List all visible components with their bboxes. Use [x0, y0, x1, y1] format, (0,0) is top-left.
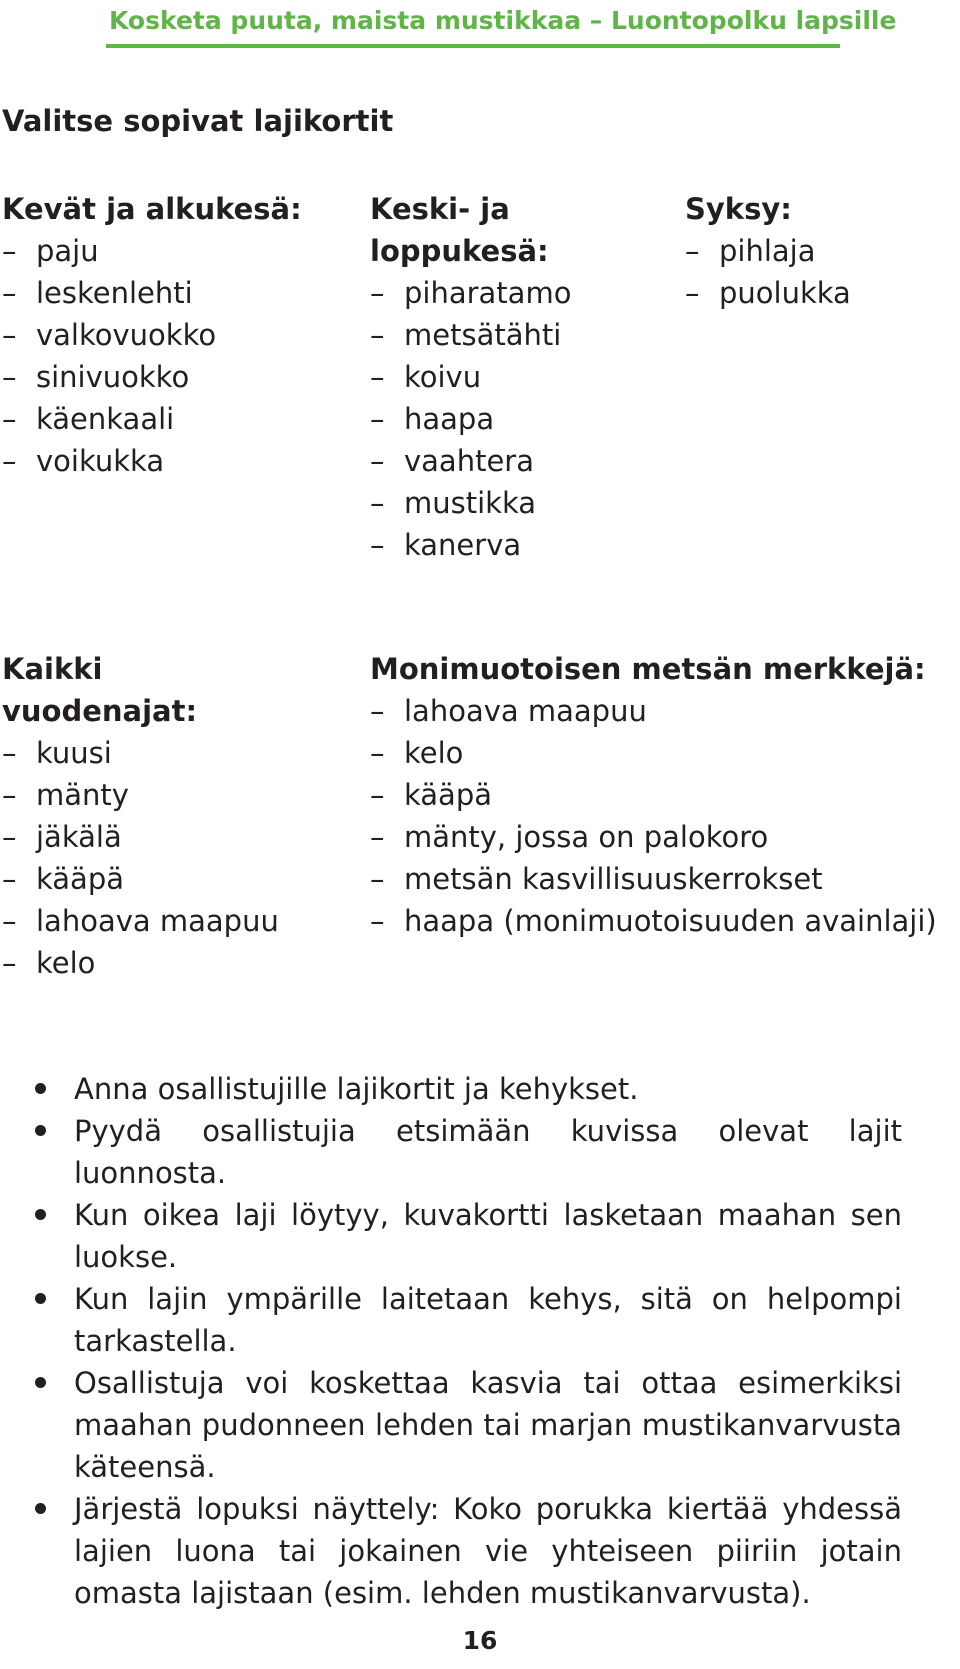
dash-marker: – — [2, 862, 17, 896]
species-item — [2, 230, 342, 272]
dash-marker: – — [2, 234, 17, 268]
species-item — [370, 774, 958, 816]
species-item — [370, 272, 670, 314]
instruction-item — [30, 1194, 902, 1278]
species-item — [2, 900, 342, 942]
column-title: vuodenajat: — [2, 694, 198, 728]
species-item — [2, 816, 342, 858]
species-label: haapa — [404, 402, 495, 436]
species-item — [2, 440, 342, 482]
species-item — [2, 858, 342, 900]
dash-marker: – — [2, 444, 17, 478]
instruction-text: Kun oikea laji löytyy, kuvakortti lasketaan maahan sen luokse. — [74, 1198, 902, 1274]
column-title: Monimuotoisen metsän merkkejä: — [370, 652, 926, 686]
species-label: kelo — [36, 946, 96, 980]
dash-marker: – — [2, 778, 17, 812]
instruction-item — [30, 1110, 902, 1194]
dash-marker: – — [370, 862, 385, 896]
dash-marker: – — [370, 694, 385, 728]
column-autumn — [685, 188, 945, 314]
species-label: kanerva — [404, 528, 522, 562]
header-divider — [106, 44, 840, 48]
column-title: Keski- ja — [370, 192, 510, 226]
column-spring — [2, 188, 342, 482]
dash-marker: – — [370, 444, 385, 478]
bullet-icon — [35, 1083, 46, 1094]
species-item — [370, 440, 670, 482]
species-item — [2, 774, 342, 816]
species-label: kuusi — [36, 736, 112, 770]
bullet-icon — [35, 1377, 46, 1388]
dash-marker: – — [2, 360, 17, 394]
species-item — [2, 398, 342, 440]
dash-marker: – — [2, 736, 17, 770]
bullet-icon — [35, 1209, 46, 1220]
species-label: käenkaali — [36, 402, 175, 436]
species-item — [370, 314, 670, 356]
dash-marker: – — [370, 360, 385, 394]
species-label: mustikka — [404, 486, 537, 520]
species-label: voikukka — [36, 444, 165, 478]
dash-marker: – — [370, 736, 385, 770]
species-label: koivu — [404, 360, 482, 394]
dash-marker: – — [2, 318, 17, 352]
instruction-text: Kun lajin ympärille laitetaan kehys, sitä on helpompi tarkastella. — [74, 1282, 902, 1358]
species-item — [370, 900, 958, 942]
species-label: puolukka — [719, 276, 851, 310]
dash-marker: – — [370, 528, 385, 562]
instruction-text: Anna osallistujille lajikortit ja kehykset. — [74, 1072, 639, 1106]
species-label: kääpä — [36, 862, 125, 896]
species-list — [2, 732, 342, 984]
dash-marker: – — [370, 820, 385, 854]
dash-marker: – — [370, 402, 385, 436]
dash-marker: – — [2, 946, 17, 980]
species-item — [2, 356, 342, 398]
species-label: lahoava maapuu — [404, 694, 647, 728]
species-item — [370, 398, 670, 440]
dash-marker: – — [2, 276, 17, 310]
instruction-item — [30, 1278, 902, 1362]
page-number: 16 — [462, 1626, 498, 1655]
species-list — [370, 272, 670, 566]
species-item — [2, 272, 342, 314]
species-label: sinivuokko — [36, 360, 190, 394]
column-title: Kevät ja alkukesä: — [2, 192, 302, 226]
species-label: kelo — [404, 736, 464, 770]
dash-marker: – — [370, 904, 385, 938]
species-label: pihlaja — [719, 234, 816, 268]
dash-marker: – — [2, 820, 17, 854]
instruction-item — [30, 1362, 902, 1488]
species-item — [370, 690, 958, 732]
dash-marker: – — [370, 486, 385, 520]
species-item — [370, 816, 958, 858]
species-label: kääpä — [404, 778, 493, 812]
instruction-text: Osallistuja voi koskettaa kasvia tai ottaa esimerkiksi maahan pudonneen lehden tai marjan mustikanvarvusta käteensä. — [74, 1366, 902, 1484]
section-heading: Valitse sopivat lajikortit — [2, 104, 394, 138]
species-item — [2, 942, 342, 984]
species-label: lahoava maapuu — [36, 904, 279, 938]
species-item — [370, 356, 670, 398]
bullet-icon — [35, 1125, 46, 1136]
instruction-item — [30, 1488, 902, 1614]
species-item — [370, 858, 958, 900]
dash-marker: – — [370, 778, 385, 812]
species-item — [685, 230, 945, 272]
dash-marker: – — [2, 402, 17, 436]
bullet-icon — [35, 1503, 46, 1514]
species-label: valkovuokko — [36, 318, 217, 352]
instruction-text: Järjestä lopuksi näyttely: Koko porukka kiertää yhdessä lajien luona tai jokainen vie yhteiseen piiriin jotain omasta lajistaan (esim. lehden mustikanvarvusta). — [74, 1492, 902, 1610]
species-label: leskenlehti — [36, 276, 193, 310]
column-all-seasons — [2, 648, 342, 984]
species-label: metsän kasvillisuuskerrokset — [404, 862, 823, 896]
species-list — [685, 230, 945, 314]
column-summer — [370, 188, 670, 566]
species-label: paju — [36, 234, 99, 268]
running-header-title: Kosketa puuta, maista mustikkaa – Luontopolku lapsille — [109, 6, 897, 35]
species-label: mänty — [36, 778, 129, 812]
species-item — [370, 482, 670, 524]
species-label: mänty, jossa on palokoro — [404, 820, 769, 854]
instruction-text: Pyydä osallistujia etsimään kuvissa olevat lajit luonnosta. — [74, 1114, 902, 1190]
species-item — [685, 272, 945, 314]
bullet-icon — [35, 1293, 46, 1304]
species-label: piharatamo — [404, 276, 572, 310]
species-list — [370, 690, 958, 942]
dash-marker: – — [370, 318, 385, 352]
column-diversity-signs — [370, 648, 958, 942]
species-label: haapa (monimuotoisuuden avainlaji) — [404, 904, 937, 938]
species-item — [2, 732, 342, 774]
species-item — [370, 732, 958, 774]
species-item — [370, 524, 670, 566]
dash-marker: – — [685, 276, 700, 310]
species-label: metsätähti — [404, 318, 562, 352]
species-label: jäkälä — [36, 820, 122, 854]
instruction-item — [30, 1068, 902, 1110]
species-item — [2, 314, 342, 356]
instruction-list — [30, 1068, 902, 1614]
dash-marker: – — [370, 276, 385, 310]
column-title: Syksy: — [685, 192, 792, 226]
dash-marker: – — [685, 234, 700, 268]
column-title: loppukesä: — [370, 234, 549, 268]
species-label: vaahtera — [404, 444, 534, 478]
column-title: Kaikki — [2, 652, 103, 686]
species-list — [2, 230, 342, 482]
dash-marker: – — [2, 904, 17, 938]
